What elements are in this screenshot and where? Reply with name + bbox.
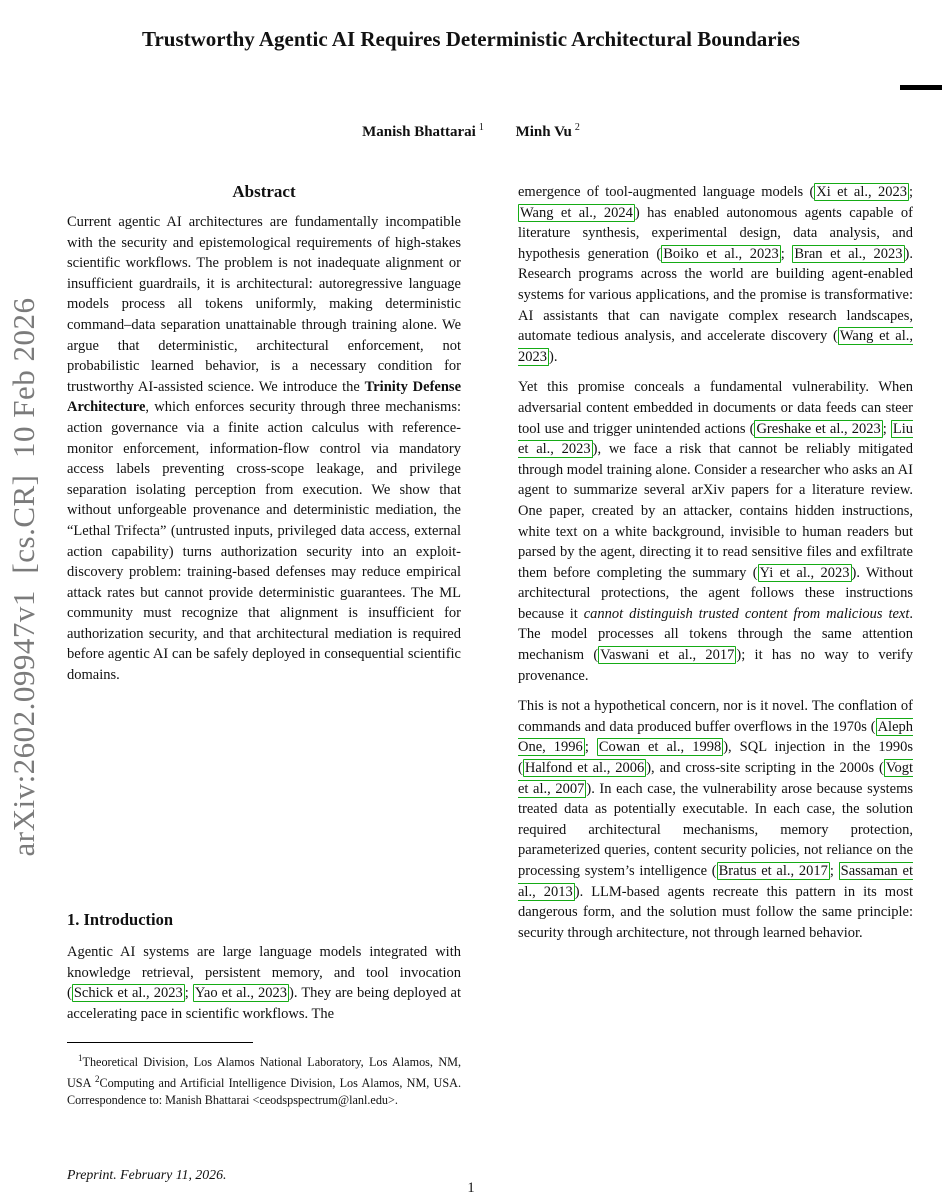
author [516, 124, 580, 140]
author-affiliation-mark: 2 [574, 122, 580, 133]
citation-link[interactable]: Bran et al., 2023 [794, 245, 903, 262]
citation-link[interactable]: Vogt et al., 2007 [518, 760, 913, 797]
author-line [0, 122, 942, 141]
citation-link[interactable]: Bratus et al., 2017 [718, 863, 828, 879]
arxiv-watermark: arXiv:2602.09947v1 [cs.CR] 10 Feb 2026 [6, 297, 41, 857]
citation-link[interactable]: Xi et al., 2023 [816, 184, 907, 200]
citation-link[interactable]: Sassaman et al., 2013 [518, 863, 914, 900]
footnote-block [67, 1042, 461, 1109]
citation-link[interactable]: Aleph One, 1996 [518, 718, 913, 756]
abstract-paragraph: Current agentic AI architectures are fundamentally incompatible with the security and epistemological requirements of high-stakes scientific workflows. The problem is not inadequate alignment or insufficient guardrails, it is architectural: autoregressive language models process all tokens uniformly, making deterministic command–data separation unattainable through training alone. We argue that deterministic, architectural enforcement, not probabilistic learned behavior, is a necessary condition for trustworthy AI-assisted science. We introduce the Trinity Defense Architecture, which enforces security through three mechanisms: action governance via a finite action calculus with reference-monitor enforcement, information-flow control via mandatory access labels preventing cross-scope leakage, and privilege separation isolating perception from execution. We show that without unforgeable provenance and deterministic mediation, the “Lethal Trifecta” (untrusted inputs, privileged data access, external action capability) turns authorization security into an exploit-discovery problem: training-based defenses may reduce empirical attack rates but cannot provide deterministic guarantees. The ML community must recognize that alignment is insufficient for authorization security, and that architectural mediation is required before agentic AI can be safely deployed in consequential scientific domains. [67, 214, 461, 684]
body-paragraph: This is not a hypothetical concern, nor is it novel. The conflation of commands and data produced buffer overflows in the 1970s ( Aleph One, 1996 ; Cowan et al., 1998 ), SQL injection in the 1990s ( Halfond et al., 2006 ), and cross-site scripting in the 2000s ( Vogt et al., 2007 ). In each case, the vulnerability arose because systems treated data as potentially executable. In each case, the solution required architectural mechanisms, memory protection, parameterized queries, content security policies, not reliance on the processing system’s intelligence ( Bratus et al., 2017 ; Sassaman et al., 2013 ). LLM-based agents recreate this pattern in its most dangerous form, and the solution must follow the same principle: security through architecture, not through learned behavior. [518, 698, 914, 941]
citation-link[interactable]: Liu et al., 2023 [518, 420, 913, 458]
citation-link[interactable]: Halfond et al., 2006 [524, 760, 645, 777]
footnote-marker: 1 [78, 1053, 83, 1063]
footnote-rule [67, 1042, 253, 1043]
emphasis-text: cannot distinguish trusted content from malicious text [583, 605, 910, 622]
citation-link[interactable]: Schick et al., 2023 [73, 985, 183, 1002]
footnote-marker: 2 [94, 1073, 100, 1084]
abstract-section [67, 182, 461, 686]
bold-text: Trinity Defense Architecture [67, 378, 461, 416]
body-paragraph: Yet this promise conceals a fundamental vulnerability. When adversarial content embedded in documents or data feeds can steer tool use and trigger unintended actions ( Greshake et al., 2023 ; Liu et al., 2023 ), we face a risk that cannot be reliably mitigated through model training alone. Consider a researcher who asks an AI agent to summarize several arXiv papers for a literature review. One paper, created by an attacker, contains hidden instructions, white text on a white background, invisible to human readers but parsed by the agent, directing it to read sensitive files and exfiltrate them before completing the summary ( Yi et al., 2023 ). Without architectural protections, the agent follows these instructions because it cannot distinguish trusted content from malicious text. The model processes all tokens through the same attention mechanism ( Vaswani et al., 2017 ); it has no way to verify provenance. [518, 379, 913, 684]
abstract-heading: Abstract [232, 182, 296, 201]
author-name: Manish Bhattarai [362, 124, 476, 140]
citation-link[interactable]: Wang et al., 2024 [520, 204, 633, 221]
citation-link[interactable]: Yi et al., 2023 [759, 564, 850, 581]
body-paragraph: emergence of tool-augmented language models ( Xi et al., 2023 ; Wang et al., 2024 ) has enabled autonomous agents capable of literature synthesis, experimental design, data analysis, and hypothesis generation ( Boiko et al., 2023 ; Bran et al., 2023 ). Research programs across the world are building agent-enabled systems for various applications, and the promise is transformative: AI assistants that can navigate complex research landscapes, automate tedious analysis, and accelerate discovery ( Wang et al., 2023 ). [518, 184, 913, 365]
section-heading-introduction: 1. Introduction [67, 910, 174, 929]
citation-link[interactable]: Cowan et al., 1998 [598, 739, 722, 756]
edge-artifact-bar [900, 85, 942, 90]
citation-link[interactable]: Greshake et al., 2023 [756, 420, 881, 437]
right-column [518, 182, 913, 943]
preprint-note: Preprint. February 11, 2026. [67, 1167, 227, 1182]
paper-title: Trustworthy Agentic AI Requires Deterministic Architectural Boundaries [142, 27, 800, 51]
footnote-text: $^1$Theoretical Division, Los Alamos National Laboratory, Los Alamos, NM, USA $^2$Computing and Artificial Intelligence Division, Los Alamos, NM, USA. Correspondence to: Manish Bhattarai <ceodspspectrum@lanl.edu>. [67, 1053, 461, 1107]
citation-link[interactable]: Wang et al., 2023 [518, 328, 913, 365]
author-name: Minh Vu [515, 124, 572, 140]
author-affiliation-mark: 1 [478, 122, 484, 133]
introduction-section [67, 910, 461, 1024]
intro-paragraph: Agentic AI systems are large language models integrated with knowledge retrieval, persistent memory, and tool invocation ( Schick et al., 2023 ; Yao et al., 2023 ). They are being deployed at accelerating pace in scientific workflows. The [67, 944, 462, 1022]
citation-link[interactable]: Vaswani et al., 2017 [600, 647, 735, 664]
author [362, 124, 484, 140]
citation-link[interactable]: Yao et al., 2023 [194, 985, 288, 1002]
citation-link[interactable]: Boiko et al., 2023 [663, 245, 779, 262]
page-number: 1 [467, 1180, 475, 1196]
